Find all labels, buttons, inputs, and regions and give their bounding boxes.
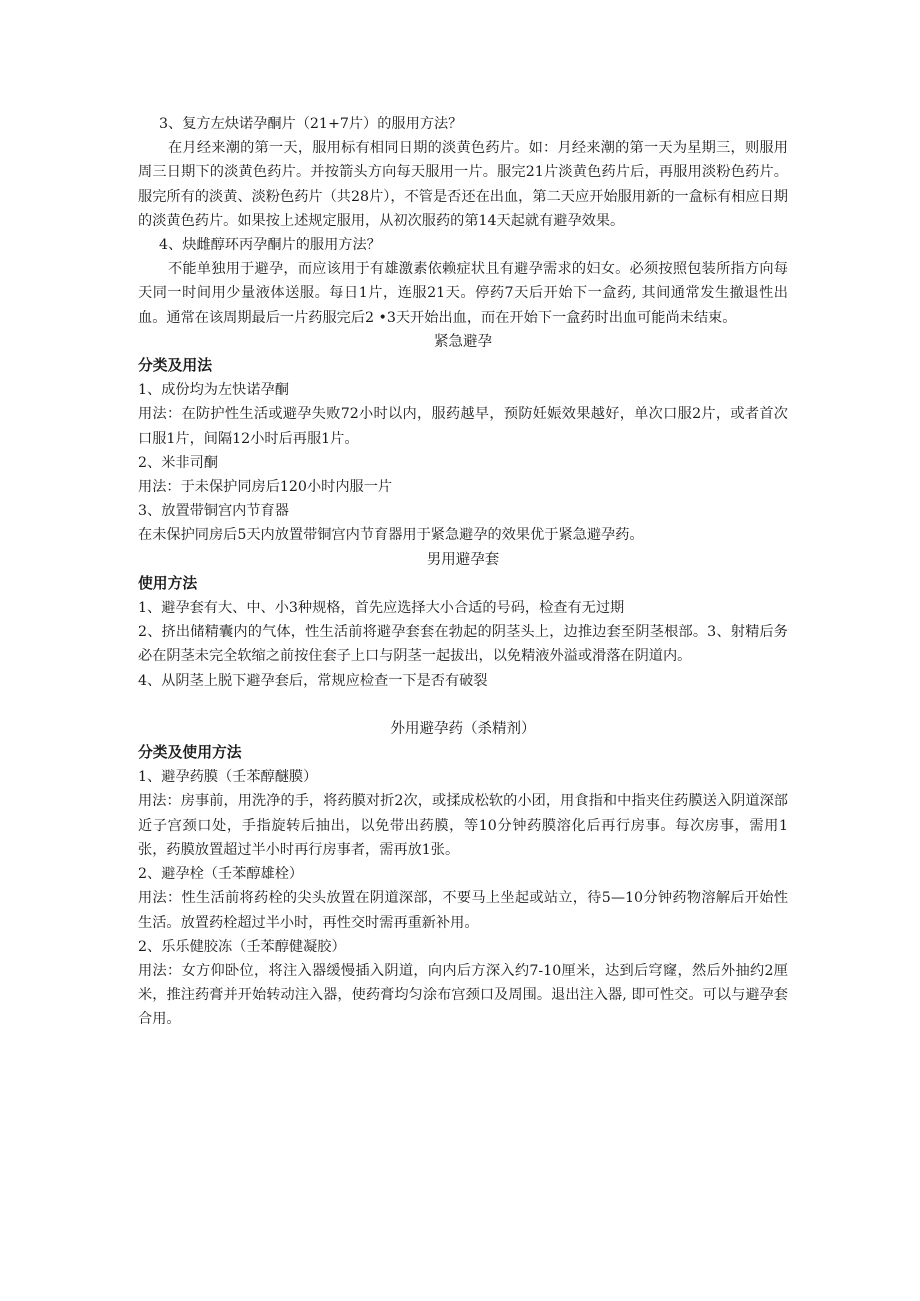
answer-3: 在月经来潮的第一天，服用标有相同日期的淡黄色药片。如：月经来潮的第一天为星期三，则服用周三日期下的淡黄色药片。并按箭头方向每天服用一片。服完21片淡黄色药片后，再服用淡粉色药片。服完所有的淡黄、淡粉色药片（共28片），不管是否还在出血，第二天应开始服用新的一盒标有相应日期的淡黄色药片。如果按上述规定服用，从初次服药的第14天起就有避孕效果。 [138,140,788,229]
section-subtitle-emergency: 分类及用法 [138,357,212,375]
spermicide-item-2: 2、避孕栓（壬苯醇雄栓） [138,866,304,883]
condom-item-1: 1、避孕套有大、中、小3种规格，首先应选择大小合适的号码，检查有无过期 [138,600,625,617]
emergency-item-1: 1、成份均为左快诺孕酮 [138,382,289,399]
condom-item-4: 4、从阴茎上脱下避孕套后，常规应检查一下是否有破裂 [138,672,488,689]
question-4: 4、炔雌醇环丙孕酮片的服用方法？ [159,237,381,254]
document-page [138,112,788,1032]
spermicide-usage-2: 用法：性生活前将药栓的尖头放置在阴道深部，不要马上坐起或站立，待5—10分钟药物溶解后开始性生活。放置药栓超过半小时，再性交时需再重新补用。 [138,890,788,931]
section-title-spermicide: 外用避孕药（杀精剂） [390,720,536,737]
emergency-usage-2: 用法：于未保护同房后120小时内服一片 [138,479,393,496]
question-3: 3、复方左炔诺孕酮片（21+7片）的服用方法？ [159,116,463,132]
answer-4: 不能单独用于避孕，而应该用于有雄激素依赖症状且有避孕需求的妇女。必须按照包装所指方向每天同一时间用少量液体送服。每日1片，连服21天。停药7天后开始下一盒药, 其间通常发生撤退性出血。通常在该周期最后一片药服完后2 •3天开始出血，而在开始下一盒药时出血可能尚未结束。 [138,261,788,326]
emergency-item-3: 3、放置带铜宫内节育器 [138,503,289,520]
spermicide-item-3: 2、乐乐健胶冻（壬苯醇健凝胶） [138,938,346,955]
emergency-usage-3: 在未保护同房后5天内放置带铜宫内节育器用于紧急避孕的效果优于紧急避孕药。 [138,527,644,544]
condom-item-2: 2、挤出储精囊内的气体，性生活前将避孕套套在勃起的阴茎头上，边推边套至阴茎根部。3、射精后务必在阴茎未完全软缩之前按住套子上口与阴茎一起拔出，以免精液外溢或滑落在阴道内。 [138,624,788,665]
section-gap [138,693,788,717]
emergency-usage-1: 用法：在防护性生活或避孕失败72小时以内，服药越早，预防妊娠效果越好，单次口服2片，或者首次口服1片，间隔12小时后再服1片。 [138,406,788,447]
spermicide-usage-1: 用法：房事前，用洗净的手，将药膜对折2次，或揉成松软的小团，用食指和中指夹住药膜送入阴道深部近子宫颈口处，手指旋转后抽出，以免带出药膜，等10分钟药膜溶化后再行房事。每次房事，需用1张，药膜放置超过半小时再行房事者，需再放1张。 [138,793,788,858]
spermicide-item-1: 1、避孕药膜（壬苯醇醚膜） [138,769,318,786]
spermicide-usage-3: 用法：女方仰卧位，将注入器缓慢插入阴道，向内后方深入约7-10厘米，达到后穹窿，然后外抽约2厘米，推注药膏并开始转动注入器，使药膏均匀涂布宫颈口及周围。退出注入器, 即可性交。可以与避孕套合用。 [138,962,788,1028]
section-subtitle-condom: 使用方法 [138,574,198,592]
section-subtitle-spermicide: 分类及使用方法 [138,744,242,762]
section-title-condom: 男用避孕套 [426,551,500,568]
emergency-item-2: 2、米非司酮 [138,454,218,471]
section-title-emergency: 紧急避孕 [434,333,492,350]
